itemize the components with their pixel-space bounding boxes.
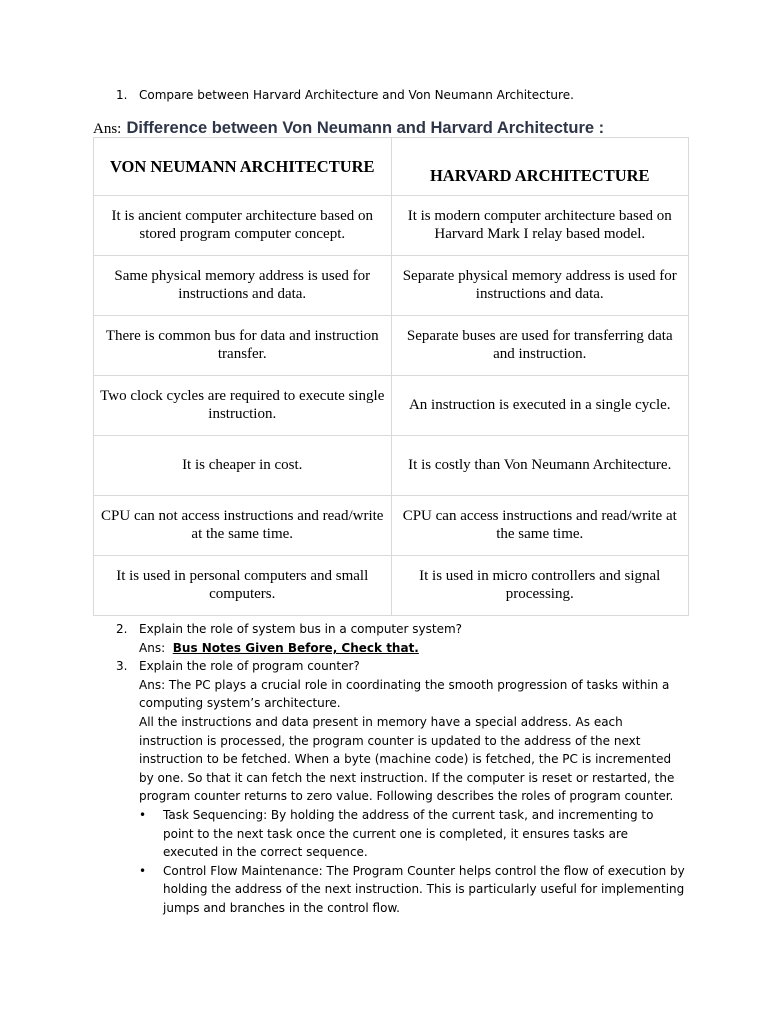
question-1-number: 1. <box>116 88 128 102</box>
bullet-icon: • <box>139 807 147 822</box>
question-1-text: Compare between Harvard Architecture and Von Neumann Architecture. <box>139 88 574 102</box>
header-von-neumann: VON NEUMANN ARCHITECTURE <box>94 138 392 196</box>
table-cell: Separate buses are used for transferring data and instruction. <box>391 316 689 376</box>
table-row <box>94 316 689 376</box>
table-cell: CPU can access instructions and read/write at the same time. <box>391 496 689 556</box>
question-3 <box>116 657 686 676</box>
table-cell: CPU can not access instructions and read/write at the same time. <box>94 496 392 556</box>
question-2 <box>116 620 686 639</box>
table-cell: Same physical memory address is used for instructions and data. <box>94 256 392 316</box>
answer-label: Ans: <box>93 121 122 137</box>
bullet-text: Task Sequencing: By holding the address of the current task, and incrementing to point to the next task once the current one is completed, it ensures tasks are executed in the correct sequence. <box>163 807 654 860</box>
table-cell: Two clock cycles are required to execute single instruction. <box>94 376 392 436</box>
list-item <box>116 862 686 918</box>
table-header-row <box>94 138 689 196</box>
roles-bullet-list <box>116 806 686 918</box>
answer-heading <box>93 118 604 138</box>
question-3-text: Explain the role of program counter? <box>139 659 360 674</box>
table-cell: It is used in micro controllers and signal processing. <box>391 556 689 616</box>
table-cell: It is used in personal computers and small computers. <box>94 556 392 616</box>
table-cell: It is costly than Von Neumann Architecture. <box>391 436 689 496</box>
comparison-table <box>93 137 689 616</box>
question-1 <box>116 88 574 102</box>
question-2-number: 2. <box>116 622 128 636</box>
table-cell: It is ancient computer architecture based on stored program computer concept. <box>94 196 392 256</box>
question-3-answer-para-1: Ans: The PC plays a crucial role in coordinating the smooth progression of tasks within a computing system’s architecture. <box>139 677 670 711</box>
table-row <box>94 256 689 316</box>
question-list <box>116 620 686 918</box>
answer-title: Difference between Von Neumann and Harvard Architecture : <box>126 119 605 137</box>
bullet-text: Control Flow Maintenance: The Program Counter helps control the flow of execution by holding the address of the next instruction. This is particularly useful for implementing jumps and branches in the control flow. <box>163 863 685 915</box>
table-row <box>94 496 689 556</box>
question-2-answer-text: Bus Notes Given Before, Check that. <box>172 640 419 655</box>
table-cell: There is common bus for data and instruction transfer. <box>94 316 392 376</box>
bullet-icon: • <box>139 863 147 878</box>
question-3-answer-para-2: All the instructions and data present in memory have a special address. As each instruction is processed, the program counter is updated to the address of the next instruction to be fetched. When a byte (machine code) is fetched, the PC is incremented by one. So that it can fetch the next instruction. If the computer is reset or restarted, the program counter returns to zero value. Following describes the roles of program counter. <box>139 714 675 804</box>
table-row <box>94 376 689 436</box>
question-2-answer-label: Ans: <box>139 640 166 655</box>
table-cell: Separate physical memory address is used for instructions and data. <box>391 256 689 316</box>
table-row <box>94 436 689 496</box>
table-row <box>94 196 689 256</box>
question-2-text: Explain the role of system bus in a computer system? <box>139 622 463 636</box>
header-harvard: HARVARD ARCHITECTURE <box>391 138 689 196</box>
question-3-number: 3. <box>116 659 128 674</box>
table-row <box>94 556 689 616</box>
table-cell: It is modern computer architecture based on Harvard Mark I relay based model. <box>391 196 689 256</box>
table-cell: An instruction is executed in a single cycle. <box>391 376 689 436</box>
table-cell: It is cheaper in cost. <box>94 436 392 496</box>
question-2-answer <box>116 639 686 658</box>
list-item <box>116 806 686 862</box>
